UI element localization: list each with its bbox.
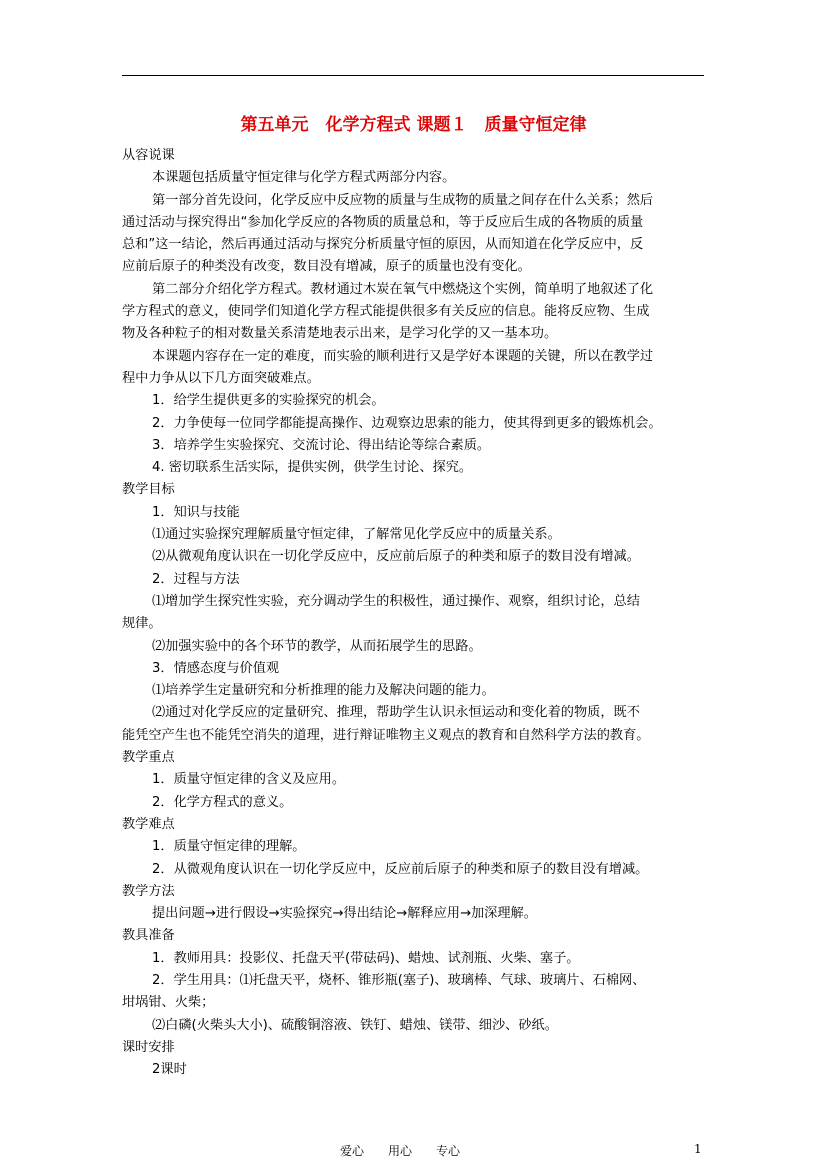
page-number: 1: [694, 1142, 702, 1156]
text-line: 学方程式的意义，使同学们知道化学方程式能提供很多有关反应的信息。能将反应物、生成: [122, 304, 650, 320]
text-line: 教学目标: [122, 482, 175, 498]
document-title: 第五单元 化学方程式 课题１ 质量守恒定律: [240, 115, 587, 135]
text-line: 1．质量守恒定律的理解。: [152, 839, 306, 855]
text-line: ⑵白磷(火柴头大小)、硫酸铜溶液、铁钉、蜡烛、镁带、细沙、砂纸。: [152, 1017, 558, 1033]
footer-motto: 爱心 用心 专心: [340, 1144, 461, 1158]
text-line: ⑵加强实验中的各个环节的教学，从而拓展学生的思路。: [152, 638, 482, 654]
text-line: 2．过程与方法: [152, 571, 240, 587]
text-line: 2课时: [152, 1062, 187, 1078]
text-line: 2．从微观角度认识在一切化学反应中，反应前后原子的种类和原子的数目没有增减。: [152, 861, 649, 877]
text-line: 教具准备: [122, 928, 175, 944]
text-line: 4. 密切联系生活实际，提供实例，供学生讨论、探究。: [152, 460, 473, 476]
text-line: 教学方法: [122, 883, 175, 899]
text-line: 2．化学方程式的意义。: [152, 794, 293, 810]
text-line: 第一部分首先设问，化学反应中反应物的质量与生成物的质量之间存在什么关系；然后: [152, 192, 654, 208]
text-line: 坩埚钳、火柴；: [122, 995, 215, 1011]
text-line: 程中力争从以下几方面突破难点。: [122, 370, 320, 386]
text-line: 1．给学生提供更多的实验探究的机会。: [152, 393, 385, 409]
text-line: 1．知识与技能: [152, 504, 240, 520]
text-line: ⑵通过对化学反应的定量研究、推理，帮助学生认识永恒运动和变化着的物质，既不: [152, 705, 640, 721]
text-line: 教学重点: [122, 750, 175, 766]
text-line: ⑴增加学生探究性实验，充分调动学生的积极性，通过操作、观察，组织讨论，总结: [152, 593, 640, 609]
document-body: [122, 145, 712, 1081]
text-line: 1．教师用具：投影仪、托盘天平(带砝码)、蜡烛、试剂瓶、火柴、塞子。: [152, 950, 580, 966]
text-line: 2．学生用具：⑴托盘天平，烧杯、锥形瓶(塞子)、玻璃棒、气球、玻璃片、石棉网、: [152, 972, 646, 988]
header-rule: [122, 75, 704, 76]
text-line: 规律。: [122, 616, 162, 632]
text-line: 物及各种粒子的相对数量关系清楚地表示出来，是学习化学的又一基本功。: [122, 326, 558, 342]
text-line: 本课题内容存在一定的难度，而实验的顺利进行又是学好本课题的关键，所以在教学过: [152, 348, 654, 364]
text-line: ⑴培养学生定量研究和分析推理的能力及解决问题的能力。: [152, 683, 495, 699]
text-line: ⑵从微观角度认识在一切化学反应中，反应前后原子的种类和原子的数目没有增减。: [152, 549, 640, 565]
text-line: 提出问题→进行假设→实验探究→得出结论→解释应用→加深理解。: [152, 906, 537, 922]
text-line: 教学难点: [122, 816, 175, 832]
text-line: 2．力争使每一位同学都能提高操作、边观察边思索的能力，使其得到更多的锻炼机会。: [152, 415, 662, 431]
text-line: 3．培养学生实验探究、交流讨论、得出结论等综合素质。: [152, 437, 491, 453]
text-line: 3．情感态度与价值观: [152, 660, 280, 676]
text-line: 课时安排: [122, 1039, 175, 1055]
text-line: 本课题包括质量守恒定律与化学方程式两部分内容。: [152, 170, 456, 186]
text-line: ⑴通过实验探究理解质量守恒定律，了解常见化学反应中的质量关系。: [152, 527, 561, 543]
text-line: 通过活动与探究得出“参加化学反应的各物质的质量总和，等于反应后生成的各物质的质量: [122, 214, 644, 230]
text-line: 应前后原子的种类没有改变，数目没有增减，原子的质量也没有变化。: [122, 259, 531, 275]
text-line: 总和”这一结论，然后再通过活动与探究分析质量守恒的原因，从而知道在化学反应中，反: [122, 237, 644, 253]
text-line: 从容说课: [122, 148, 175, 163]
text-line: 第二部分介绍化学方程式。教材通过木炭在氧气中燃烧这个实例，简单明了地叙述了化: [152, 281, 654, 297]
text-line: 1．质量守恒定律的含义及应用。: [152, 772, 346, 788]
text-line: 能凭空产生也不能凭空消失的道理，进行辩证唯物主义观点的教育和自然科学方法的教育。: [122, 727, 650, 743]
